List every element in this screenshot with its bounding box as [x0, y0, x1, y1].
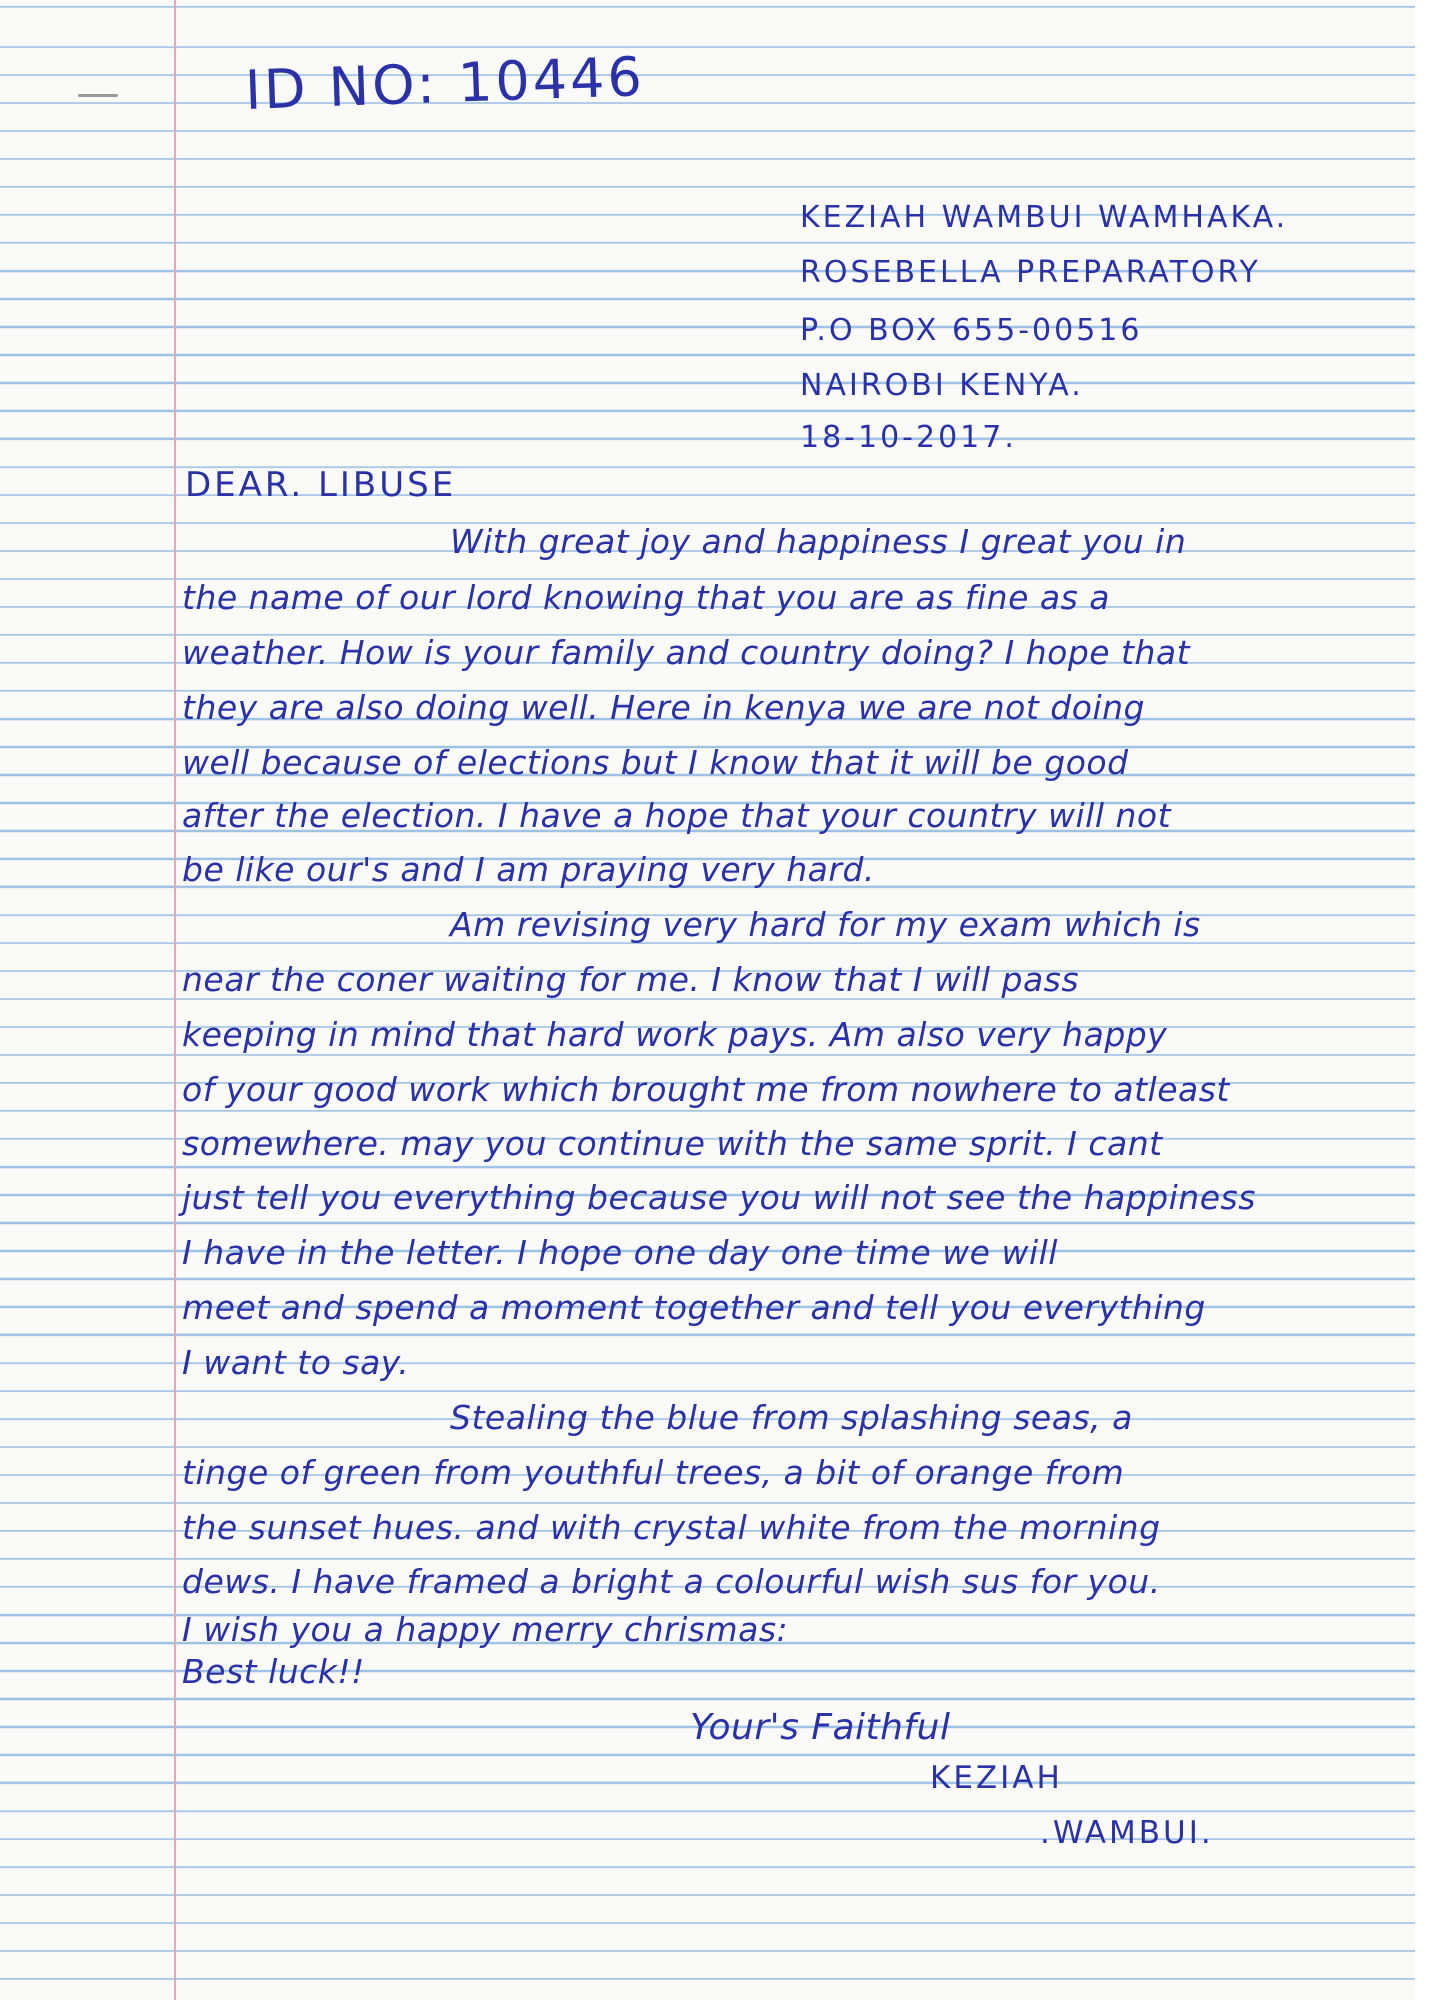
- body-line: of your good work which brought me from nowhere to atleast: [182, 1070, 1230, 1109]
- body-line: they are also doing well. Here in kenya we are not doing: [182, 688, 1145, 727]
- body-line: weather. How is your family and country doing? I hope that: [182, 633, 1191, 672]
- letter-date: 18-10-2017.: [800, 420, 1017, 455]
- margin-line: [174, 0, 176, 2000]
- body-line: near the coner waiting for me. I know that I will pass: [182, 960, 1080, 999]
- sender-city: NAIROBI KENYA.: [800, 368, 1084, 403]
- closing: Your's Faithful: [690, 1707, 951, 1748]
- body-line: keeping in mind that hard work pays. Am also very happy: [182, 1015, 1168, 1054]
- sender-name: KEZIAH WAMBUI WAMHAKA.: [800, 200, 1289, 235]
- body-line: somewhere. may you continue with the same sprit. I cant: [182, 1124, 1163, 1163]
- sender-school: ROSEBELLA PREPARATORY: [800, 255, 1261, 290]
- body-line: just tell you everything because you will not see the happiness: [182, 1178, 1256, 1217]
- sender-box: P.O BOX 655-00516: [800, 313, 1143, 348]
- body-line: after the election. I have a hope that your country will not: [182, 796, 1172, 835]
- pen-mark: [78, 94, 118, 97]
- body-line: the sunset hues. and with crystal white from the morning: [182, 1508, 1161, 1547]
- body-line: I want to say.: [182, 1343, 410, 1382]
- body-line: well because of elections but I know that it will be good: [182, 743, 1129, 782]
- body-line: I wish you a happy merry chrismas:: [182, 1610, 789, 1649]
- scan-background: [1415, 0, 1453, 2000]
- signature-last-name: .WAMBUI.: [1040, 1815, 1214, 1851]
- signature-first-name: KEZIAH: [930, 1760, 1063, 1796]
- body-line: Stealing the blue from splashing seas, a: [450, 1398, 1133, 1437]
- body-line: I have in the letter. I hope one day one time we will: [182, 1233, 1058, 1272]
- body-line: the name of our lord knowing that you are as fine as a: [182, 578, 1111, 617]
- body-line: Am revising very hard for my exam which is: [450, 905, 1201, 944]
- body-line: be like our's and I am praying very hard.: [182, 850, 875, 889]
- body-line: meet and spend a moment together and tell you everything: [182, 1288, 1206, 1327]
- body-line: Best luck!!: [182, 1652, 365, 1691]
- body-line: tinge of green from youthful trees, a bit of orange from: [182, 1453, 1125, 1492]
- body-line: With great joy and happiness I great you in: [450, 522, 1187, 561]
- id-number: ID NO: 10446: [244, 45, 646, 122]
- body-line: dews. I have framed a bright a colourful wish sus for you.: [182, 1562, 1161, 1601]
- salutation: DEAR. LIBUSE: [185, 465, 457, 505]
